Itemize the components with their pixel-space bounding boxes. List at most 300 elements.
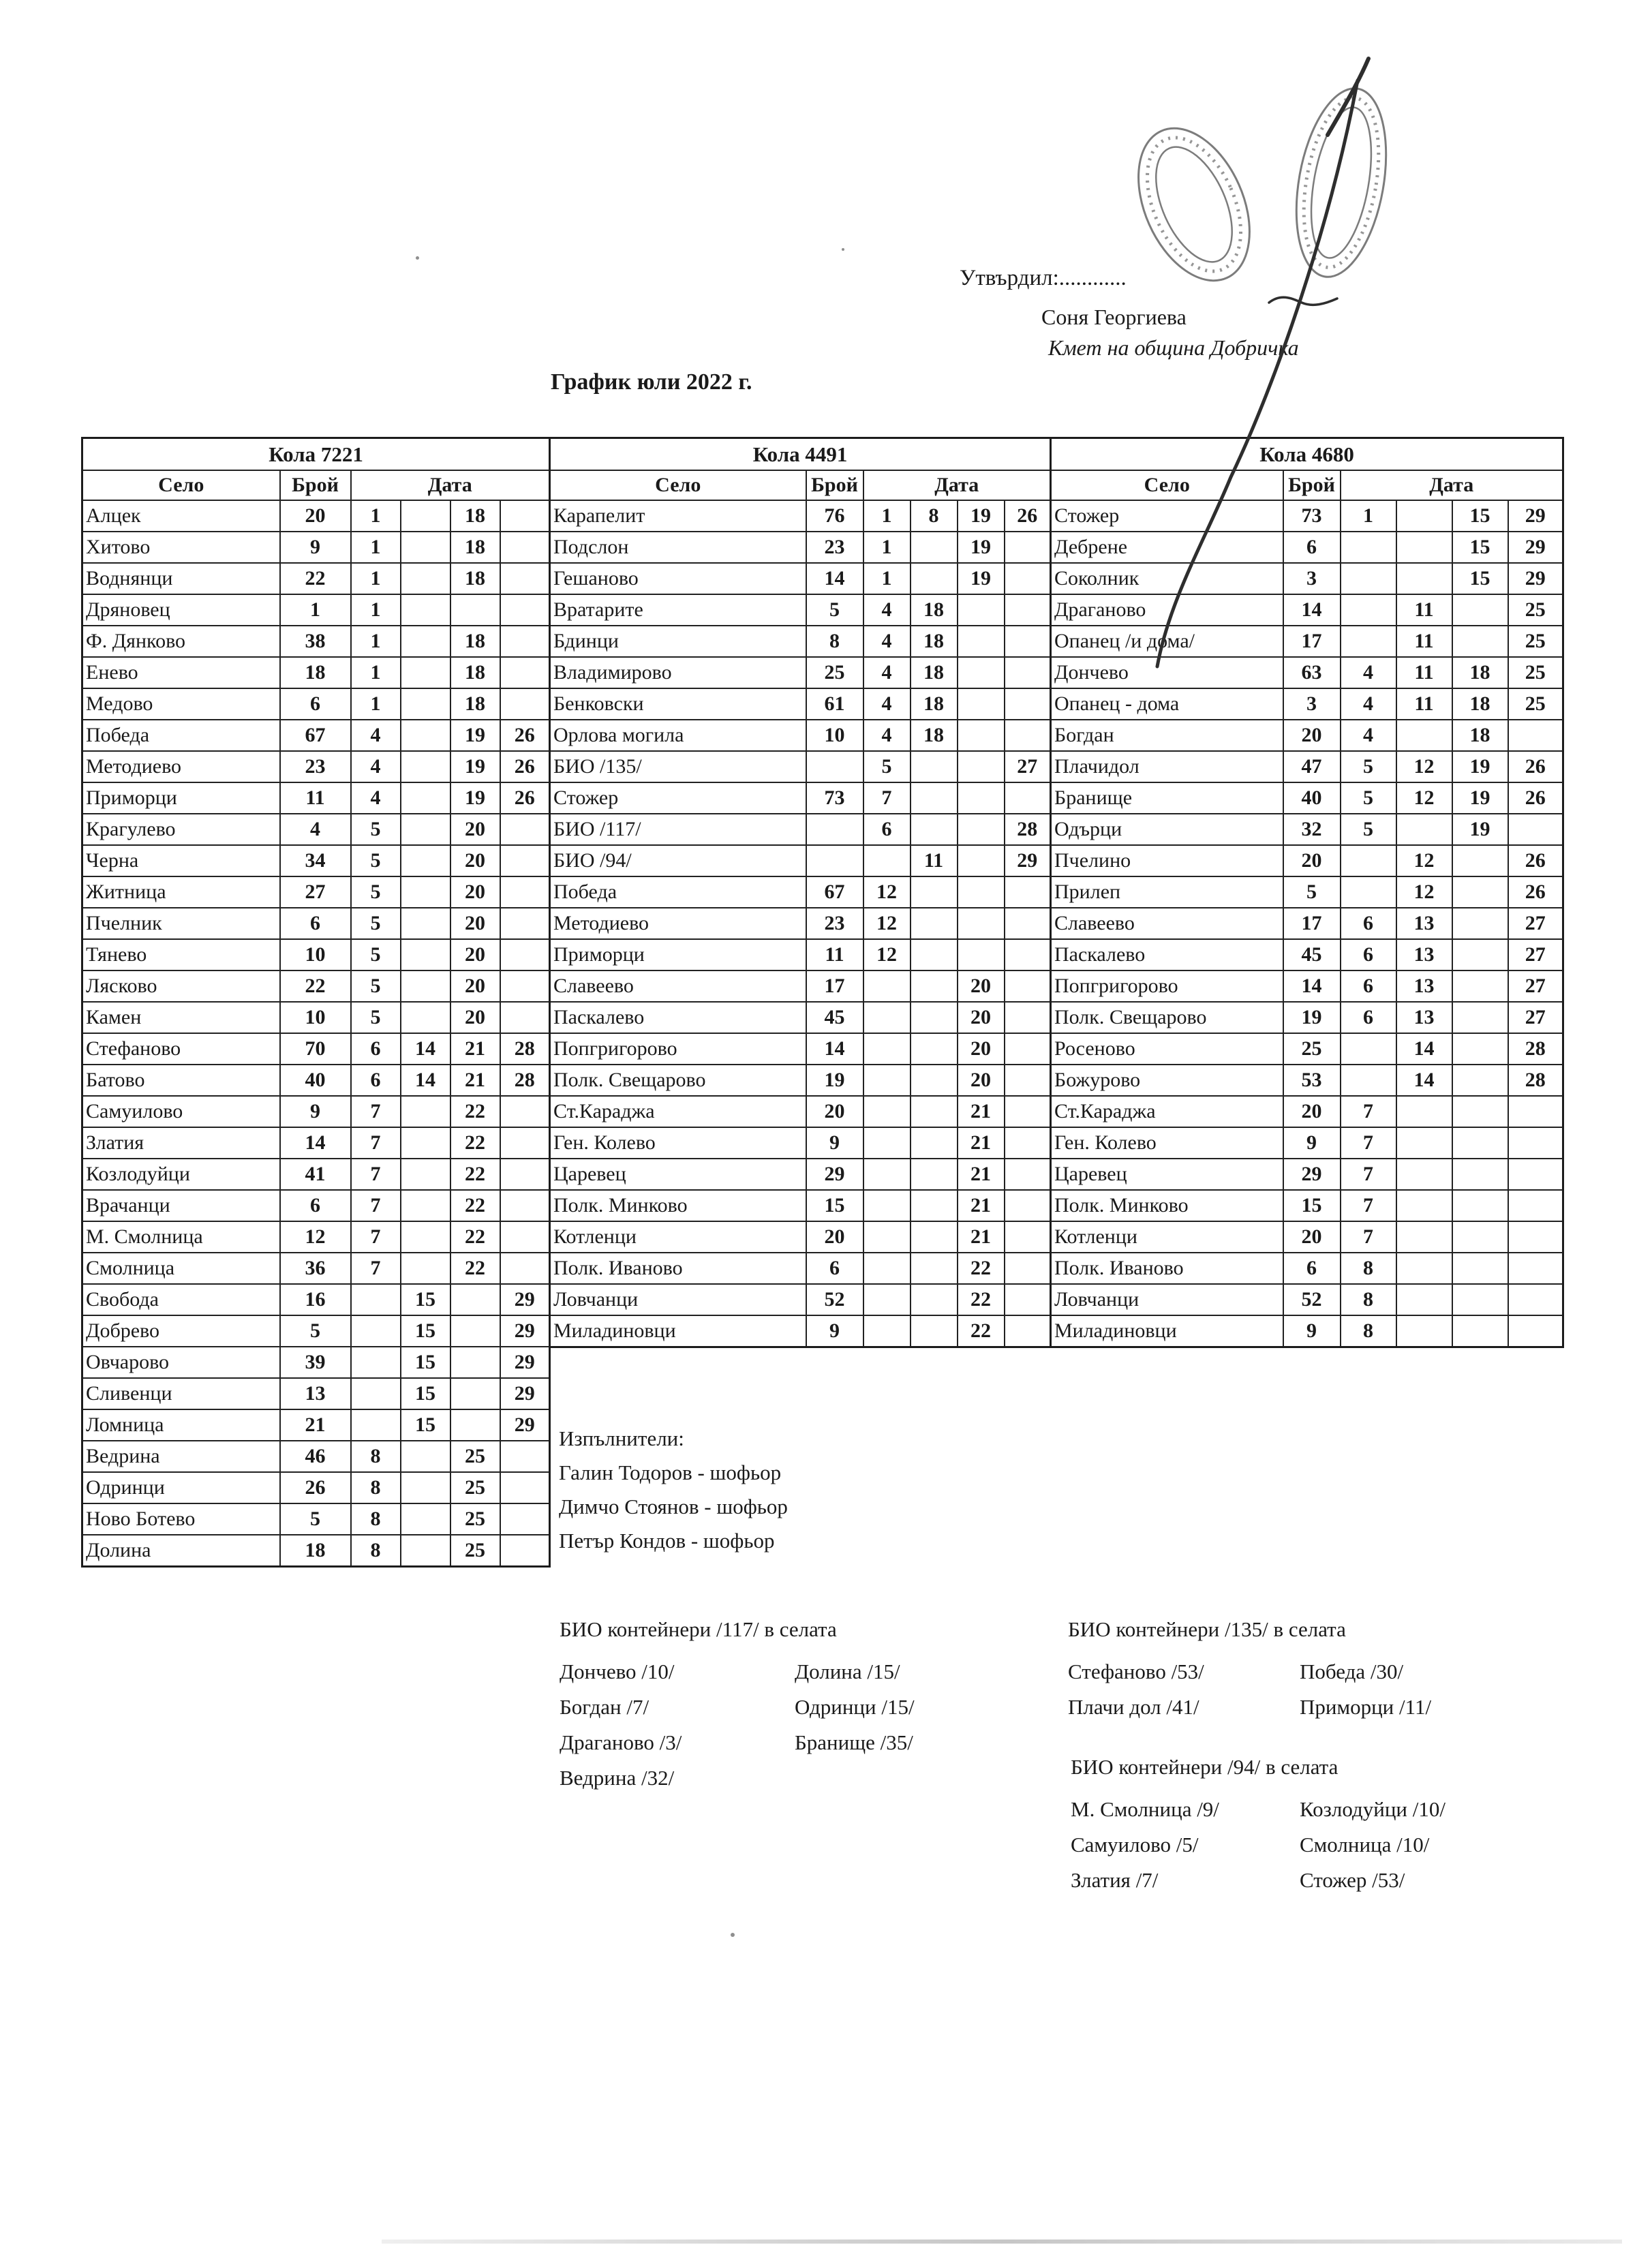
date-cell	[1452, 1002, 1508, 1033]
date-cell: 26	[1005, 500, 1051, 532]
bio-heading: БИО контейнери /135/ в селата	[1068, 1617, 1346, 1641]
village-cell: Козлодуйци	[82, 1159, 280, 1190]
count-cell: 20	[1283, 1096, 1341, 1127]
bio-item: Ведрина /32/	[560, 1766, 675, 1790]
date-cell	[500, 1159, 550, 1190]
village-cell: Приморци	[82, 782, 280, 814]
date-cell	[863, 1284, 911, 1315]
village-cell: Енево	[82, 657, 280, 688]
village-cell: Стожер	[1051, 500, 1283, 532]
date-cell	[911, 1253, 958, 1284]
date-cell: 1	[863, 532, 911, 563]
village-cell: Хитово	[82, 532, 280, 563]
bio-item: Козлодуйци /10/	[1300, 1797, 1446, 1821]
date-cell: 8	[351, 1535, 401, 1567]
date-cell	[500, 1221, 550, 1253]
table-row	[1051, 1033, 1563, 1065]
date-cell: 29	[1508, 532, 1563, 563]
page-title: График юли 2022 г.	[551, 369, 752, 395]
date-cell	[1005, 970, 1051, 1002]
date-cell: 25	[450, 1441, 500, 1472]
bio-block-135	[1068, 1617, 1572, 1727]
table-row	[550, 876, 1051, 908]
bio-item: Драганово /3/	[560, 1730, 682, 1754]
village-cell: Опанец /и дома/	[1051, 626, 1283, 657]
date-cell	[1005, 594, 1051, 626]
date-cell: 18	[450, 532, 500, 563]
village-cell: Златия	[82, 1127, 280, 1159]
count-cell: 10	[280, 939, 351, 970]
village-cell: Владимирово	[550, 657, 806, 688]
date-cell: 7	[351, 1253, 401, 1284]
executors-heading: Изпълнители:	[559, 1426, 684, 1450]
date-cell	[1341, 594, 1396, 626]
count-cell: 38	[280, 626, 351, 657]
date-cell: 22	[450, 1253, 500, 1284]
count-cell: 15	[1283, 1190, 1341, 1221]
date-cell: 29	[500, 1315, 550, 1347]
bio-grid	[560, 1656, 1064, 1798]
table-row	[82, 1535, 550, 1567]
count-cell: 20	[806, 1221, 863, 1253]
date-cell: 7	[1341, 1221, 1396, 1253]
village-cell: Стожер	[550, 782, 806, 814]
date-cell	[500, 688, 550, 720]
date-cell	[911, 782, 958, 814]
village-cell: Полк. Минково	[1051, 1190, 1283, 1221]
village-cell: Вратарите	[550, 594, 806, 626]
table-row	[1051, 657, 1563, 688]
date-cell	[1396, 1253, 1452, 1284]
car-label: Кола 7221	[82, 438, 550, 471]
date-cell	[863, 1159, 911, 1190]
village-cell: Котленци	[550, 1221, 806, 1253]
date-cell: 11	[911, 845, 958, 876]
date-cell	[1396, 720, 1452, 751]
date-cell: 22	[958, 1284, 1005, 1315]
date-cell: 11	[1396, 688, 1452, 720]
village-cell: Ген. Колево	[550, 1127, 806, 1159]
table-row	[550, 782, 1051, 814]
date-cell: 21	[450, 1033, 500, 1065]
village-cell: Опанец - дома	[1051, 688, 1283, 720]
count-cell: 6	[806, 1253, 863, 1284]
count-cell: 9	[806, 1315, 863, 1347]
village-cell: Крагулево	[82, 814, 280, 845]
village-cell: Паскалево	[550, 1002, 806, 1033]
table-row	[1051, 814, 1563, 845]
count-cell: 53	[1283, 1065, 1341, 1096]
count-cell: 9	[280, 1096, 351, 1127]
table-row	[82, 908, 550, 939]
date-cell: 28	[500, 1033, 550, 1065]
date-cell: 29	[1508, 563, 1563, 594]
table-row	[1051, 1002, 1563, 1033]
date-cell: 8	[1341, 1284, 1396, 1315]
date-cell	[1452, 845, 1508, 876]
table-row	[550, 563, 1051, 594]
date-cell	[500, 970, 550, 1002]
date-cell: 18	[450, 626, 500, 657]
date-cell	[1005, 563, 1051, 594]
date-cell: 18	[911, 720, 958, 751]
date-cell	[958, 908, 1005, 939]
date-cell	[1005, 1190, 1051, 1221]
table-row	[1051, 532, 1563, 563]
village-cell: Бдинци	[550, 626, 806, 657]
date-cell	[401, 814, 450, 845]
date-cell	[911, 751, 958, 782]
date-header: Дата	[351, 470, 550, 500]
date-cell: 5	[1341, 814, 1396, 845]
count-cell: 20	[1283, 1221, 1341, 1253]
table-row	[1051, 500, 1563, 532]
date-cell	[1452, 594, 1508, 626]
bio-item: Стефаново /53/	[1068, 1660, 1204, 1683]
date-cell	[1005, 1096, 1051, 1127]
date-cell: 12	[863, 908, 911, 939]
date-cell	[1396, 1127, 1452, 1159]
date-cell	[1005, 720, 1051, 751]
date-cell	[911, 563, 958, 594]
count-cell: 20	[280, 500, 351, 532]
table-row	[82, 594, 550, 626]
date-cell: 29	[500, 1409, 550, 1441]
count-cell: 6	[280, 688, 351, 720]
date-cell: 20	[958, 1002, 1005, 1033]
date-cell: 20	[958, 1033, 1005, 1065]
date-cell	[401, 1221, 450, 1253]
date-cell	[401, 1535, 450, 1567]
date-cell: 8	[351, 1503, 401, 1535]
date-cell: 28	[1508, 1065, 1563, 1096]
date-cell	[1005, 1315, 1051, 1347]
date-cell: 21	[450, 1065, 500, 1096]
date-cell	[1341, 1033, 1396, 1065]
date-cell: 20	[450, 814, 500, 845]
table-row	[82, 939, 550, 970]
count-cell: 5	[1283, 876, 1341, 908]
date-cell	[500, 1441, 550, 1472]
date-cell: 4	[1341, 720, 1396, 751]
date-cell: 26	[1508, 876, 1563, 908]
date-cell: 22	[958, 1253, 1005, 1284]
bio-item: Дончево /10/	[560, 1660, 675, 1683]
date-cell	[863, 1065, 911, 1096]
bio-item: Смолница /10/	[1300, 1833, 1430, 1856]
table-row	[1051, 1159, 1563, 1190]
village-cell: Ст.Караджа	[1051, 1096, 1283, 1127]
date-cell: 21	[958, 1190, 1005, 1221]
table-row	[550, 1065, 1051, 1096]
scan-speck	[416, 256, 419, 260]
approver-title: Кмет на община Добричка	[1048, 335, 1299, 360]
date-cell: 4	[1341, 688, 1396, 720]
date-cell: 20	[450, 939, 500, 970]
date-cell	[863, 1033, 911, 1065]
count-cell: 13	[280, 1378, 351, 1409]
count-cell: 14	[1283, 594, 1341, 626]
date-cell: 15	[1452, 532, 1508, 563]
count-cell: 23	[806, 532, 863, 563]
table-row	[1051, 782, 1563, 814]
table-row	[82, 657, 550, 688]
count-cell: 20	[1283, 720, 1341, 751]
date-cell	[351, 1315, 401, 1347]
date-cell: 4	[863, 626, 911, 657]
date-cell	[500, 1503, 550, 1535]
date-cell: 14	[401, 1065, 450, 1096]
count-cell: 47	[1283, 751, 1341, 782]
village-cell: Гешаново	[550, 563, 806, 594]
date-cell: 18	[911, 594, 958, 626]
village-cell: Долина	[82, 1535, 280, 1567]
count-cell: 16	[280, 1284, 351, 1315]
bio-heading: БИО контейнери /94/ в селата	[1071, 1755, 1339, 1779]
date-cell	[1396, 1284, 1452, 1315]
table-row	[1051, 970, 1563, 1002]
count-cell: 3	[1283, 563, 1341, 594]
table-row	[82, 970, 550, 1002]
bio-grid	[1071, 1794, 1575, 1900]
date-cell: 14	[1396, 1065, 1452, 1096]
date-cell	[401, 626, 450, 657]
table-row	[550, 1315, 1051, 1347]
date-cell: 6	[1341, 939, 1396, 970]
date-cell	[1508, 1096, 1563, 1127]
count-cell: 29	[1283, 1159, 1341, 1190]
count-cell: 9	[280, 532, 351, 563]
date-cell	[1005, 1253, 1051, 1284]
date-cell	[911, 1065, 958, 1096]
village-cell: Росеново	[1051, 1033, 1283, 1065]
date-cell: 25	[1508, 657, 1563, 688]
date-cell	[1452, 1221, 1508, 1253]
date-cell: 21	[958, 1221, 1005, 1253]
village-cell: Батово	[82, 1065, 280, 1096]
village-cell: Царевец	[1051, 1159, 1283, 1190]
date-cell	[450, 1284, 500, 1315]
date-cell: 18	[1452, 657, 1508, 688]
date-cell	[863, 1190, 911, 1221]
date-cell: 4	[863, 594, 911, 626]
date-cell: 20	[450, 1002, 500, 1033]
village-cell: Полк. Свещарово	[550, 1065, 806, 1096]
date-cell	[863, 845, 911, 876]
date-cell	[401, 1190, 450, 1221]
village-cell: Тянево	[82, 939, 280, 970]
table-row	[82, 1503, 550, 1535]
count-cell: 52	[1283, 1284, 1341, 1315]
table-row	[1051, 908, 1563, 939]
table-row	[550, 594, 1051, 626]
date-cell	[863, 1002, 911, 1033]
date-cell: 7	[1341, 1127, 1396, 1159]
village-cell: Ст.Караджа	[550, 1096, 806, 1127]
date-cell	[401, 532, 450, 563]
village-header: Село	[1051, 470, 1283, 500]
date-cell	[500, 532, 550, 563]
table-row	[1051, 594, 1563, 626]
table-row	[1051, 876, 1563, 908]
table-row	[1051, 1065, 1563, 1096]
village-cell: Паскалево	[1051, 939, 1283, 970]
date-cell: 15	[1452, 500, 1508, 532]
village-cell: Орлова могила	[550, 720, 806, 751]
date-cell	[958, 814, 1005, 845]
count-cell: 3	[1283, 688, 1341, 720]
date-cell	[958, 594, 1005, 626]
date-cell	[401, 845, 450, 876]
date-cell	[1005, 908, 1051, 939]
bio-block-117	[560, 1617, 1064, 1798]
date-cell	[1341, 626, 1396, 657]
date-cell: 19	[1452, 782, 1508, 814]
date-cell: 5	[1341, 751, 1396, 782]
date-cell	[1508, 1159, 1563, 1190]
date-cell: 19	[450, 751, 500, 782]
date-cell: 25	[1508, 688, 1563, 720]
count-cell: 40	[280, 1065, 351, 1096]
date-cell: 1	[351, 500, 401, 532]
village-cell: Драганово	[1051, 594, 1283, 626]
village-cell: Ф. Дянково	[82, 626, 280, 657]
date-cell: 25	[450, 1472, 500, 1503]
table-row	[82, 1096, 550, 1127]
date-cell: 5	[1341, 782, 1396, 814]
table-row	[82, 751, 550, 782]
date-cell: 26	[500, 782, 550, 814]
date-cell: 18	[1452, 688, 1508, 720]
bio-block-94	[1071, 1754, 1575, 1900]
table-row	[1051, 939, 1563, 970]
date-cell: 5	[863, 751, 911, 782]
count-cell: 76	[806, 500, 863, 532]
date-cell	[1508, 1190, 1563, 1221]
date-cell: 22	[450, 1221, 500, 1253]
date-cell: 20	[450, 845, 500, 876]
date-cell	[401, 1002, 450, 1033]
count-cell: 39	[280, 1347, 351, 1378]
count-cell: 14	[806, 563, 863, 594]
date-cell: 13	[1396, 908, 1452, 939]
village-cell: Пчелник	[82, 908, 280, 939]
date-cell	[958, 657, 1005, 688]
count-header: Брой	[806, 470, 863, 500]
date-cell	[958, 876, 1005, 908]
bio-item: Богдан /7/	[560, 1695, 649, 1719]
bio-item: Златия /7/	[1071, 1868, 1159, 1892]
bio-item: Долина /15/	[795, 1660, 900, 1683]
table-row	[82, 1221, 550, 1253]
table-row	[1051, 688, 1563, 720]
village-cell: Ген. Колево	[1051, 1127, 1283, 1159]
date-cell	[500, 1096, 550, 1127]
date-cell	[1005, 782, 1051, 814]
approved-label: Утвърдил:............	[960, 266, 1127, 290]
count-cell: 14	[1283, 970, 1341, 1002]
date-cell: 27	[1005, 751, 1051, 782]
date-cell: 25	[1508, 594, 1563, 626]
count-cell: 6	[280, 908, 351, 939]
date-cell: 18	[450, 657, 500, 688]
date-cell	[1005, 939, 1051, 970]
car-header-row	[82, 438, 550, 471]
village-cell: Сливенци	[82, 1378, 280, 1409]
date-cell	[1341, 845, 1396, 876]
village-cell: Одринци	[82, 1472, 280, 1503]
date-cell	[1396, 1096, 1452, 1127]
date-cell: 5	[351, 814, 401, 845]
count-cell: 12	[280, 1221, 351, 1253]
date-cell	[863, 1096, 911, 1127]
village-cell: Лясково	[82, 970, 280, 1002]
village-cell: Свобода	[82, 1284, 280, 1315]
date-cell	[1005, 626, 1051, 657]
village-cell: БИО /94/	[550, 845, 806, 876]
date-cell	[911, 1315, 958, 1347]
date-cell: 19	[450, 720, 500, 751]
bio-item: Приморци /11/	[1300, 1695, 1432, 1719]
date-cell	[1341, 532, 1396, 563]
bio-grid	[1068, 1656, 1572, 1727]
village-cell: Полк. Иваново	[1051, 1253, 1283, 1284]
count-header: Брой	[280, 470, 351, 500]
date-cell: 5	[351, 876, 401, 908]
table-row	[82, 1347, 550, 1378]
date-cell	[911, 939, 958, 970]
date-cell	[1452, 1253, 1508, 1284]
table-row	[82, 1002, 550, 1033]
table-row	[82, 1033, 550, 1065]
count-cell: 34	[280, 845, 351, 876]
date-cell: 21	[958, 1159, 1005, 1190]
date-cell	[401, 908, 450, 939]
village-cell: Врачанци	[82, 1190, 280, 1221]
date-cell: 13	[1396, 1002, 1452, 1033]
date-cell: 20	[450, 876, 500, 908]
date-cell	[500, 939, 550, 970]
date-cell: 29	[1508, 500, 1563, 532]
village-cell: БИО /117/	[550, 814, 806, 845]
date-cell: 8	[1341, 1315, 1396, 1347]
village-cell: Бенковски	[550, 688, 806, 720]
date-cell: 12	[863, 939, 911, 970]
date-cell	[1452, 1065, 1508, 1096]
village-cell: Царевец	[550, 1159, 806, 1190]
village-cell: Карапелит	[550, 500, 806, 532]
table-row	[1051, 1190, 1563, 1221]
count-cell: 14	[280, 1127, 351, 1159]
date-cell: 5	[351, 845, 401, 876]
village-cell: Дончево	[1051, 657, 1283, 688]
table-row	[82, 876, 550, 908]
date-cell: 6	[1341, 970, 1396, 1002]
date-cell: 1	[351, 626, 401, 657]
date-cell: 26	[1508, 782, 1563, 814]
date-cell: 11	[1396, 657, 1452, 688]
driver-name: Галин Тодоров - шофьор	[559, 1461, 782, 1484]
date-cell: 1	[351, 688, 401, 720]
date-cell	[351, 1378, 401, 1409]
count-cell: 22	[280, 563, 351, 594]
date-cell: 8	[351, 1441, 401, 1472]
date-cell: 19	[958, 563, 1005, 594]
date-cell	[500, 1127, 550, 1159]
table-row	[82, 626, 550, 657]
count-cell	[806, 845, 863, 876]
date-cell	[911, 970, 958, 1002]
